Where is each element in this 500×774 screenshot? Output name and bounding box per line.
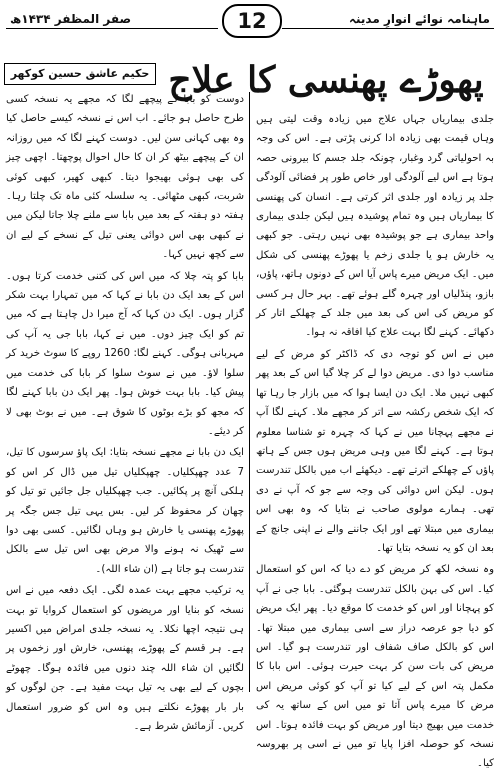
article-title: پھوڑے پھنسی کا علاج bbox=[168, 59, 484, 101]
article-column-left bbox=[6, 90, 244, 732]
paragraph: یہ ترکیب مجھے بہت عمدہ لگی۔ ایک دفعہ میں نے اس نسخہ کو بنایا اور مریضوں کو استعمال کروایا تو بہت ہی نتیجہ اچھا نکلا۔ یہ نسخہ جلدی امراض میں اکسیر ہے۔ ہر قسم کے پھوڑے، پھنسی، خارش اور زخموں پر لگائیں ان شاء اللہ چند دنوں میں فائدہ ہوگا۔ چھوٹے بچوں کے لیے بھی یہ تیل بہت مفید ہے۔ جن لوگوں کو بار بار پھوڑے نکلتے ہیں وہ اس کو ضرور استعمال کریں۔ آزمائش شرط ہے۔ bbox=[6, 585, 244, 732]
column-divider bbox=[249, 92, 250, 692]
issue-date: صفر المظفر ۱۴۳۴ھ bbox=[10, 12, 132, 26]
magazine-name: ماہنامہ نوائے انوارِ مدینہ bbox=[348, 12, 490, 26]
header-rule-right bbox=[282, 28, 494, 29]
paragraph: بابا کو پتہ چلا کہ میں اس کی کتنی خدمت کرتا ہوں۔ اس کے بعد ایک دن بابا نے کہا کہ میں تمہارا بہت شکر گزار ہوں۔ ایک دن کہا کہ آج میرا دل چاہتا ہے کہ میں تم کو ایک چیز دوں۔ میں نے کہا، بابا جی یہ آپ کی مہربانی ہوگی۔ کہنے لگا: 1260 روپے کا سوٹ خرید کر سلوا لاؤ۔ میں نے سوٹ سلوا کر بابا کی خدمت میں پیش کیا۔ بابا بہت خوش ہوا۔ پھر ایک دن بابا کہنے لگا کہ مجھ کو بڑے بوٹوں کا شوق ہے۔ میں نے بوٹ بھی لا کر دیئے۔ bbox=[6, 270, 244, 437]
paragraph: ایک دن بابا نے مجھے نسخہ بتایا: ایک پاؤ سرسوں کا تیل، 7 عدد چھپکلیاں۔ چھپکلیاں تیل میں ڈال کر اس کو ہلکی آنچ پر پکائیں۔ جب چھپکلیاں جل جائیں تو تیل کو چھان کر محفوظ کر لیں۔ بس یہی تیل جس جگہ پر پھوڑے پھنسی یا خارش ہو وہاں لگائیں۔ کسی بھی دوا سے ٹھیک نہ ہونے والا مرض بھی اس تیل سے بالکل تندرست ہو جاتا ہے (ان شاء اللہ)۔ bbox=[6, 447, 244, 575]
paragraph: دوست کو بابا کے پیچھے لگا کہ مجھے یہ نسخہ کسی طرح حاصل ہو جائے۔ اب اس نے نسخہ کیسے حاصل کیا وہ بھی کہانی سن لیں۔ دوست کہنے لگا کہ میں روزانہ ان کے پیچھے بیٹھ کر ان کا حال احوال پوچھتا۔ اچھی چیز کی بھی ہوئی بھیجوا دیتا۔ کبھی کھیر، کبھی کوئی شربت، کبھی مٹھائی۔ یہ سلسلہ کئی ماہ تک چلتا رہا۔ ہفتہ دو ہفتہ کے بعد میں بابا سے ملنے چلا جاتا لیکن میں نے کبھی بھی اس دوائی یعنی تیل کے نسخے کے لیے ان سے کچھ نہیں کہا۔ bbox=[6, 94, 244, 261]
author-name: حکیم عاشق حسین کوکھر bbox=[4, 63, 156, 85]
article-column-right bbox=[256, 110, 494, 770]
page-header bbox=[0, 0, 500, 40]
header-rule-left bbox=[6, 28, 218, 29]
paragraph: میں نے اس کو توجہ دی کہ ڈاکٹر کو مرض کے لیے مناسب دوا دی۔ مریض دوا لے کر چلا گیا اس کے بعد پھر کبھی نہیں ملا۔ ایک دن ایسا ہوا کہ میں بازار جا رہا تھا کہ ایک شخص رکشہ سے اتر کر مجھے ملا۔ کہنے لگا آپ نے مجھے پہچانا میں نے کہا کہ چہرہ تو شناسا معلوم ہوتا ہے۔ کہنے لگا میں وہی مریض ہوں جس کے ہاتھ پاؤں کے چھلکے اترتے تھے۔ دیکھئے اب میں بالکل تندرست ہوں۔ لیکن اس دوائی کی وجہ سے جو کہ آپ نے دی تھی۔ ہمارے مولوی صاحب نے بتایا کہ وہ بھی اس بیماری میں مبتلا تھے اور ایک جاننے والے نے اپنی جانچ کے بعد ان کو یہ نسخہ بتایا تھا۔ bbox=[256, 348, 494, 554]
paragraph: وہ نسخہ لکھ کر مریض کو دے دیا کہ اس کو استعمال کیا۔ اس کی بہن بالکل تندرست ہوگئی۔ بابا جی نے آپ کو پہچانا اور اس کو خدمت کا موقع دیا۔ پھر ایک مریض کو دیا جو عرصہ دراز سے اسی بیماری میں مبتلا تھا۔ اس کو بالکل صاف شفاف اور تندرست ہو گیا۔ اس مریض کی بات سن کر بہت حیرت ہوئی۔ اس بابا کا مکمل پتہ اس کے لیے کیا تو آپ کو کوئی مریض اس مرض کا میرے پاس آتا تو میں اس کے ساتھ یہ کی خدمت میں بھیج دیتا اور مریض کو بہت فائدہ ہوتا۔ اس نسخہ کو حوصلہ افزا پایا تو میں نے اسی پر بھروسہ کیا۔ bbox=[256, 564, 494, 770]
paragraph: جلدی بیماریاں جہاں علاج میں زیادہ وقت لیتی ہیں وہاں قیمت بھی زیادہ ادا کرنی پڑتی ہے۔ اس کی وجہ بہ احولیاتی گرد وغبار، چونکہ جلد جسم کا بیرونی حصہ ہوتا ہے اس لیے آلودگی اور خاص طور پر فضائی آلودگی جلد پر زیادہ اور جلدی اثر کرتی ہے۔ انسان کی پھنسی کا بیماریاں ہیں وہ تمام پوشیدہ ہیں لیکن جلدی بیماری واحد بیماری ہے جو پوشیدہ بھی نہیں رہتی۔ جو کبھی یہ خارش ہو یا جلدی زخم یا پھوڑے پھنسی کی شکل میں۔ ایک مریض میرے پاس آیا اس کے دونوں ہاتھ، پاؤں، بازو، پنڈلیاں اور چہرہ گلے ہوئے تھے۔ بہر حال ہر کسی کو مریض کی اس کی بعد میں جلد کے چھلکے اتار کر دکھائے۔ کہنے لگا بہت علاج کیا افاقہ نہ ہوا۔ bbox=[256, 114, 494, 339]
page-number: 12 bbox=[222, 4, 282, 38]
